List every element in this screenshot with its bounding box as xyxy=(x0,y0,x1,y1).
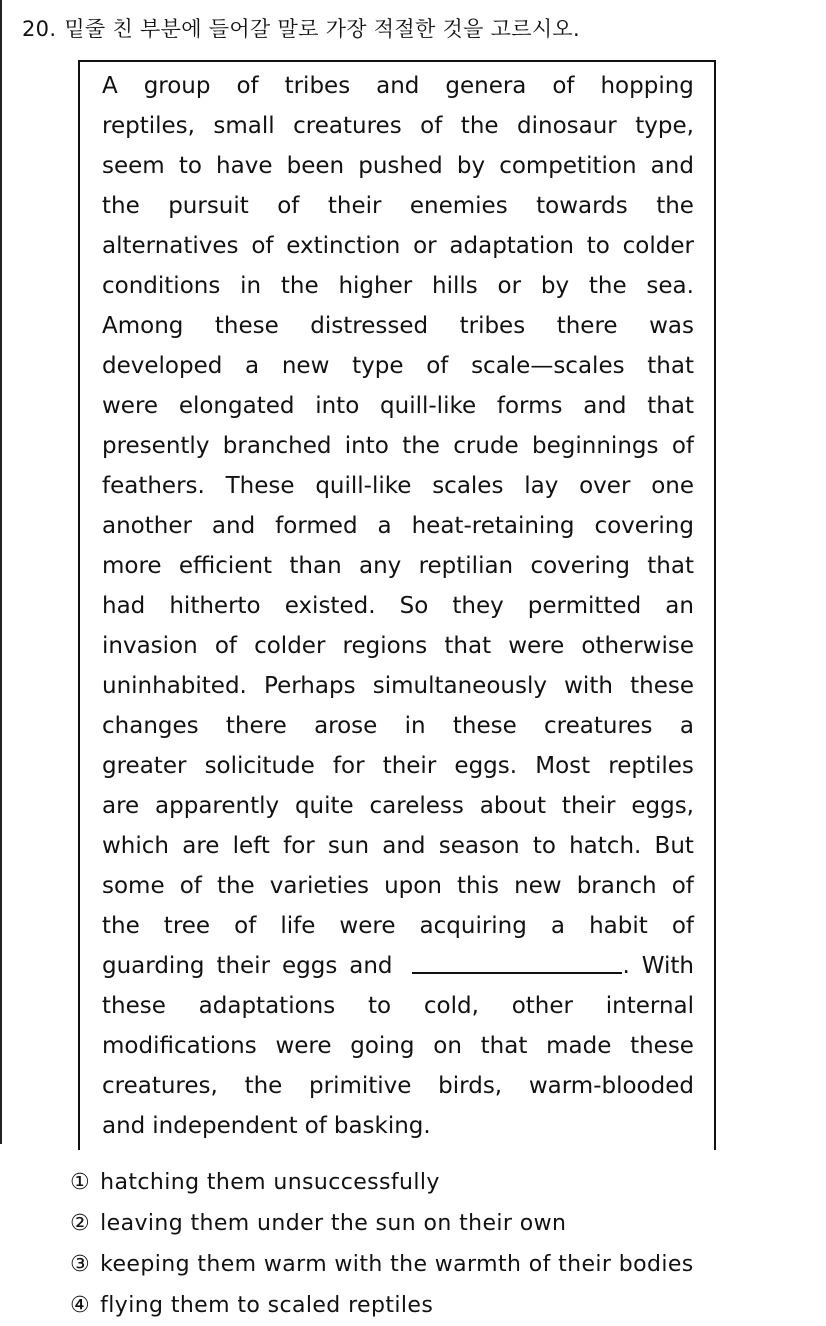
passage-word: feathers. xyxy=(102,473,205,499)
passage-word: to xyxy=(178,153,202,179)
passage-word: dinosaur xyxy=(517,113,617,139)
passage-word: of xyxy=(236,73,259,99)
passage-word: this xyxy=(457,873,499,899)
passage-word: competition xyxy=(499,153,637,179)
passage-line xyxy=(102,346,694,386)
passage-word: the xyxy=(244,1073,283,1099)
passage-word: scales xyxy=(432,473,504,499)
passage-word: apparently xyxy=(155,793,280,819)
passage-word: eggs, xyxy=(631,793,694,819)
passage-word: these xyxy=(102,993,166,1019)
passage-line xyxy=(102,1106,694,1146)
passage-word: the xyxy=(102,913,140,939)
passage-line xyxy=(102,786,694,826)
option-text: flying them to scaled reptiles xyxy=(100,1293,434,1318)
passage-word: group xyxy=(143,73,211,99)
passage-word: and xyxy=(211,513,256,539)
passage-word: were xyxy=(508,633,565,659)
passage-word: and xyxy=(583,393,627,419)
passage-word: the xyxy=(402,433,440,459)
passage-word: the xyxy=(280,273,319,299)
passage-word: were xyxy=(275,1033,332,1059)
passage-word: and xyxy=(382,833,426,859)
passage-word: the xyxy=(460,113,499,139)
left-margin-rule xyxy=(0,0,2,1144)
passage-word: creatures xyxy=(293,113,402,139)
passage-word: colder xyxy=(622,233,694,259)
passage-line xyxy=(102,386,694,426)
passage-word: that xyxy=(647,553,694,579)
passage-word: these xyxy=(630,1033,694,1059)
passage-word: they xyxy=(452,593,504,619)
passage-word: solicitude xyxy=(204,753,315,779)
passage-word: sun xyxy=(327,833,370,859)
passage-line xyxy=(102,146,694,186)
passage-word: about xyxy=(479,793,547,819)
passage-word: tree xyxy=(163,913,211,939)
passage-word: are xyxy=(102,793,140,819)
passage-line xyxy=(102,666,694,706)
passage-word: new xyxy=(514,873,562,899)
passage-word: of xyxy=(251,233,274,259)
passage-word: tribes xyxy=(459,313,526,339)
option-3[interactable] xyxy=(70,1244,694,1285)
passage-word: or xyxy=(413,233,437,259)
passage-word: simultaneously xyxy=(372,673,547,699)
passage-word: of xyxy=(420,113,443,139)
passage-word: of xyxy=(277,193,300,219)
passage-word: these xyxy=(630,673,694,699)
passage-word: and xyxy=(650,153,694,179)
passage-word: tribes xyxy=(284,73,351,99)
passage-word: careless xyxy=(369,793,464,819)
answer-blank xyxy=(412,946,622,974)
passage-word: with xyxy=(564,673,613,699)
passage-word: their xyxy=(216,953,271,979)
passage-word: by xyxy=(540,273,570,299)
passage-line xyxy=(102,266,694,306)
passage-word: type xyxy=(352,353,404,379)
passage-word: or xyxy=(497,273,522,299)
passage-line xyxy=(102,186,694,226)
passage-word: for xyxy=(283,833,315,859)
passage-word: eggs xyxy=(281,953,338,979)
passage-line xyxy=(102,746,694,786)
option-1[interactable] xyxy=(70,1162,694,1203)
passage-word: hills xyxy=(432,273,478,299)
passage-word: developed xyxy=(102,353,223,379)
passage-word: of xyxy=(671,873,694,899)
passage-line xyxy=(102,546,694,586)
question-header xyxy=(22,13,580,43)
passage-word: going xyxy=(350,1033,415,1059)
passage-word: their xyxy=(382,753,437,779)
passage-word: and xyxy=(376,73,420,99)
passage-word: of xyxy=(671,433,694,459)
passage-word: cold, xyxy=(423,993,479,1019)
passage-word: an xyxy=(665,593,694,619)
passage-word: that xyxy=(647,353,694,379)
passage-word: adaptation xyxy=(449,233,574,259)
passage-word: formed xyxy=(275,513,358,539)
passage-word: habit xyxy=(589,913,648,939)
passage-word: were xyxy=(102,393,159,419)
passage-word: arose xyxy=(314,713,378,739)
passage-word: crude xyxy=(453,433,519,459)
passage-word: beginnings xyxy=(532,433,659,459)
passage-word: to xyxy=(532,833,556,859)
passage-word: birds, xyxy=(438,1073,503,1099)
passage-word: left xyxy=(232,833,270,859)
passage-word: any xyxy=(358,553,402,579)
passage-word: hatch. xyxy=(569,833,642,859)
passage-word: more xyxy=(102,553,162,579)
passage-word: of xyxy=(671,913,694,939)
passage-word: into xyxy=(315,393,360,419)
passage-word: which xyxy=(102,833,170,859)
passage-word: been xyxy=(286,153,345,179)
passage-line xyxy=(102,706,694,746)
passage-word: of xyxy=(552,73,575,99)
passage-word: varieties xyxy=(269,873,370,899)
option-4[interactable] xyxy=(70,1285,694,1326)
passage-word: creatures xyxy=(544,713,653,739)
option-text: leaving them under the sun on their own xyxy=(100,1211,567,1236)
passage-word: creatures, xyxy=(102,1073,218,1099)
passage-line xyxy=(102,1026,694,1066)
passage-line xyxy=(102,306,694,346)
passage-word: to xyxy=(368,993,392,1019)
passage-word: season xyxy=(438,833,520,859)
passage-word: type, xyxy=(635,113,694,139)
question-prompt: 밑줄 친 부분에 들어갈 말로 가장 적절한 것을 고르시오. xyxy=(64,17,580,41)
option-number: ② xyxy=(70,1211,91,1236)
passage-word: But xyxy=(654,833,694,859)
passage-text xyxy=(102,66,694,1146)
passage-word: quill-like xyxy=(380,393,477,419)
passage-line xyxy=(102,906,694,946)
passage-line xyxy=(102,626,694,666)
passage-word: reptiles xyxy=(608,753,694,779)
passage-word: their xyxy=(327,193,382,219)
passage-word: these xyxy=(214,313,279,339)
passage-word: warm-blooded xyxy=(528,1073,694,1099)
passage-word: of xyxy=(304,1113,327,1139)
passage-word: modifications xyxy=(102,1033,257,1059)
passage-word: that xyxy=(480,1033,528,1059)
passage-word: These xyxy=(225,473,295,499)
passage-line xyxy=(102,506,694,546)
passage-word: were xyxy=(339,913,396,939)
passage-word: another xyxy=(102,513,192,539)
passage-word: forms xyxy=(496,393,563,419)
passage-word: than xyxy=(289,553,342,579)
passage-word: a xyxy=(550,913,566,939)
passage-word: a xyxy=(377,513,392,539)
passage-word: there xyxy=(225,713,287,739)
passage-word: Perhaps xyxy=(264,673,356,699)
question-number: 20. xyxy=(22,17,57,41)
passage-word: heat-retaining xyxy=(411,513,575,539)
passage-word: covering xyxy=(530,553,630,579)
passage-line xyxy=(102,1066,694,1106)
passage-word: into xyxy=(344,433,389,459)
passage-word: elongated xyxy=(178,393,295,419)
passage-word: for xyxy=(332,753,365,779)
passage-word: of xyxy=(214,633,237,659)
passage-word: changes xyxy=(102,713,199,739)
passage-word: greater xyxy=(102,753,187,779)
blank-group xyxy=(404,946,629,986)
passage-word: independent xyxy=(152,1113,298,1139)
passage-word: a xyxy=(245,353,260,379)
option-text: keeping them warm with the warmth of their bodies xyxy=(100,1252,694,1277)
passage-word: branch xyxy=(576,873,657,899)
passage-word: regions xyxy=(342,633,428,659)
passage-word: was xyxy=(649,313,694,339)
passage-word: of xyxy=(234,913,257,939)
passage-word: pushed xyxy=(358,153,443,179)
passage-word: branched xyxy=(222,433,332,459)
passage-word: of xyxy=(426,353,449,379)
passage-word: on xyxy=(433,1033,462,1059)
passage-word: colder xyxy=(254,633,326,659)
passage-word: of xyxy=(179,873,202,899)
passage-word: So xyxy=(399,593,429,619)
passage-word: basking. xyxy=(333,1113,431,1139)
option-number: ① xyxy=(70,1170,91,1195)
passage-word: a xyxy=(679,713,694,739)
passage-line xyxy=(102,106,694,146)
passage-word: seem xyxy=(102,153,165,179)
option-text: hatching them unsuccessfully xyxy=(100,1170,440,1195)
passage-word: some xyxy=(102,873,165,899)
passage-word: hopping xyxy=(600,73,694,99)
passage-word: new xyxy=(281,353,330,379)
passage-word: that xyxy=(444,633,492,659)
passage-word: have xyxy=(216,153,273,179)
passage-word: the xyxy=(216,873,255,899)
passage-word: enemies xyxy=(409,193,508,219)
passage-word: and xyxy=(102,1113,146,1139)
passage-word: existed. xyxy=(284,593,376,619)
passage-word: quill-like xyxy=(315,473,412,499)
option-number: ③ xyxy=(70,1252,91,1277)
passage-word: lay xyxy=(524,473,559,499)
passage-line xyxy=(102,466,694,506)
passage-line xyxy=(102,946,694,986)
passage-word: pursuit xyxy=(168,193,249,219)
passage-word: other xyxy=(511,993,573,1019)
passage-word: life xyxy=(280,913,316,939)
passage-word: distressed xyxy=(310,313,429,339)
passage-word: extinction xyxy=(286,233,401,259)
passage-word: efficient xyxy=(178,553,273,579)
passage-word: With xyxy=(641,953,694,979)
passage-word: internal xyxy=(605,993,694,1019)
passage-word: genera xyxy=(445,73,527,99)
passage-word: small xyxy=(213,113,275,139)
passage-word: A xyxy=(102,73,118,99)
passage-word: upon xyxy=(384,873,442,899)
passage-word: alternatives xyxy=(102,233,239,259)
passage-word: guarding xyxy=(102,953,205,979)
passage-word: otherwise xyxy=(581,633,694,659)
passage-word: their xyxy=(561,793,616,819)
passage-word: scale—scales xyxy=(471,353,625,379)
passage-word: Most xyxy=(535,753,591,779)
passage-word: reptiles, xyxy=(102,113,195,139)
passage-word: these xyxy=(452,713,517,739)
passage-word: invasion xyxy=(102,633,198,659)
passage-word: in xyxy=(404,713,426,739)
passage-word: in xyxy=(240,273,262,299)
passage-line xyxy=(102,866,694,906)
passage-word: adaptations xyxy=(198,993,336,1019)
blank-punctuation: . xyxy=(622,953,630,979)
passage-word: conditions xyxy=(102,273,221,299)
passage-word: by xyxy=(456,153,486,179)
passage-word: over xyxy=(579,473,631,499)
passage-word: acquiring xyxy=(419,913,527,939)
passage-line xyxy=(102,986,694,1026)
passage-word: and xyxy=(349,953,393,979)
passage-word: quite xyxy=(294,793,354,819)
passage-word: the xyxy=(102,193,140,219)
passage-word: presently xyxy=(102,433,210,459)
passage-word: covering xyxy=(594,513,694,539)
passage-word: made xyxy=(546,1033,612,1059)
passage-word: are xyxy=(182,833,220,859)
passage-word: permitted xyxy=(527,593,642,619)
option-2[interactable] xyxy=(70,1203,694,1244)
passage-word: the xyxy=(656,193,694,219)
passage-word: the xyxy=(588,273,627,299)
passage-word: Among xyxy=(102,313,184,339)
passage-word: had xyxy=(102,593,146,619)
passage-word: sea. xyxy=(646,273,694,299)
passage-word: that xyxy=(647,393,694,419)
passage-word: uninhabited. xyxy=(102,673,247,699)
option-number: ④ xyxy=(70,1293,91,1318)
passage-word: to xyxy=(586,233,610,259)
answer-options xyxy=(70,1162,694,1326)
passage-line xyxy=(102,226,694,266)
passage-word: reptilian xyxy=(418,553,514,579)
passage-word: higher xyxy=(338,273,413,299)
passage-line xyxy=(102,426,694,466)
passage-word: there xyxy=(556,313,618,339)
passage-word: primitive xyxy=(309,1073,412,1099)
passage-word: hitherto xyxy=(169,593,261,619)
passage-word: towards xyxy=(536,193,628,219)
passage-line xyxy=(102,66,694,106)
passage-line xyxy=(102,586,694,626)
passage-word: eggs. xyxy=(454,753,518,779)
passage-box xyxy=(78,60,716,1150)
passage-line xyxy=(102,826,694,866)
passage-word: one xyxy=(651,473,694,499)
